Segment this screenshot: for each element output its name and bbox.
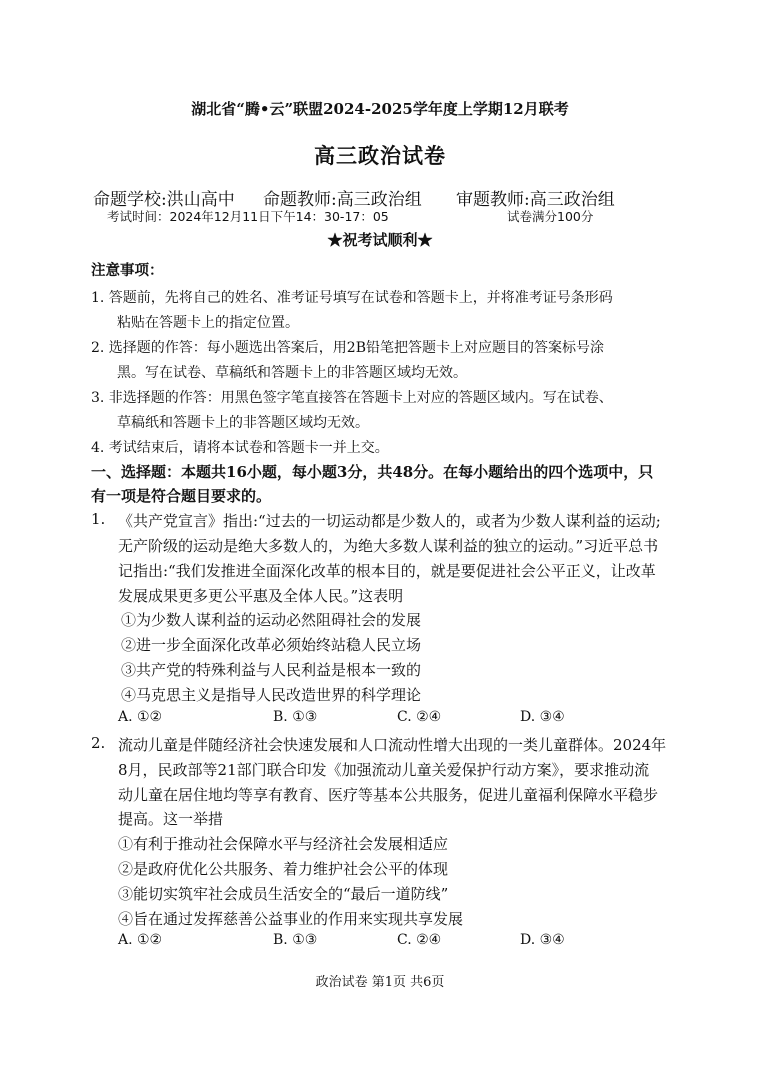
question-option: ②是政府优化公共服务、着力维护社会公平的体现 — [118, 860, 449, 878]
choice-b: B. ①③ — [273, 709, 318, 725]
good-luck-banner: ★祝考试顺利★ — [327, 231, 433, 249]
page-footer: 政治试卷 第1页 共6页 — [315, 975, 445, 990]
proposer-teacher: 命题教师:高三政治组 — [263, 190, 422, 210]
question-stem-line: 记指出:“我们发推进全面深化改革的根本目的，就是要促进社会公平正义，让改革 — [118, 562, 656, 580]
proposer-school: 命题学校:洪山高中 — [93, 190, 235, 210]
question-stem-line: 《共产党宣言》指出:“过去的一切运动都是少数人的，或者为少数人谋利益的运动; — [118, 512, 661, 530]
notice-item: 3. 非选择题的作答：用黑色签字笔直接答在答题卡上对应的答题区域内。写在试卷、 — [91, 390, 613, 406]
reviewer-teacher: 审题教师:高三政治组 — [456, 190, 615, 210]
exam-time: 考试时间：2024年12月11日下午14：30-17：05 — [107, 209, 389, 224]
choice-a: A. ①② — [118, 709, 163, 725]
section-heading-cont: 有一项是符合题目要求的。 — [91, 487, 272, 505]
choice-b: B. ①③ — [273, 932, 318, 948]
question-option: ③共产党的特殊利益与人民利益是根本一致的 — [121, 661, 422, 679]
section-heading: 一、选择题：本题共16小题，每小题3分，共48分。在每小题给出的四个选项中，只 — [91, 463, 654, 481]
question-option: ①有利于推动社会保障水平与经济社会发展相适应 — [118, 835, 449, 853]
question-stem-line: 动儿童在居住地均等享有教育、医疗等基本公共服务，促进儿童福利保障水平稳步 — [118, 786, 659, 804]
choice-c: C. ②④ — [397, 932, 442, 948]
choice-a: A. ①② — [118, 932, 163, 948]
question-number: 1. — [91, 510, 106, 528]
question-option: ②进一步全面深化改革必须始终站稳人民立场 — [121, 636, 422, 654]
choice-c: C. ②④ — [397, 709, 442, 725]
question-option: ④旨在通过发挥慈善公益事业的作用来实现共享发展 — [118, 910, 464, 928]
question-stem-line: 发展成果更多更公平惠及全体人民。”这表明 — [118, 587, 404, 605]
exam-title: 湖北省“腾•云”联盟2024-2025学年度上学期12月联考 — [191, 100, 569, 118]
notice-heading: 注意事项： — [91, 262, 164, 279]
choice-d: D. ③④ — [520, 709, 565, 725]
exam-subtitle: 高三政治试卷 — [314, 143, 446, 168]
question-stem-line: 提高。这一举措 — [118, 810, 224, 828]
notice-item: 2. 选择题的作答：每小题选出答案后，用2B铅笔把答题卡上对应题目的答案标号涂 — [91, 340, 605, 356]
question-stem-line: 8月，民政部等21部门联合印发《加强流动儿童关爱保护行动方案》，要求推动流 — [118, 761, 650, 779]
notice-item: 粘贴在答题卡上的指定位置。 — [117, 315, 299, 331]
question-stem-line: 无产阶级的运动是绝大多数人的，为绝大多数人谋利益的独立的运动。”习近平总书 — [118, 537, 659, 555]
notice-item: 1. 答题前，先将自己的姓名、准考证号填写在试卷和答题卡上，并将准考证号条形码 — [91, 290, 613, 306]
question-option: ④马克思主义是指导人民改造世界的科学理论 — [121, 686, 422, 704]
notice-item: 黑。写在试卷、草稿纸和答题卡上的非答题区域均无效。 — [117, 365, 467, 381]
question-number: 2. — [91, 734, 106, 752]
question-option: ③能切实筑牢社会成员生活安全的“最后一道防线” — [118, 885, 449, 903]
full-score: 试卷满分100分 — [507, 209, 594, 224]
question-option: ①为少数人谋利益的运动必然阻碍社会的发展 — [121, 611, 422, 629]
question-stem-line: 流动儿童是伴随经济社会快速发展和人口流动性增大出现的一类儿童群体。2024年 — [118, 736, 667, 754]
notice-item: 草稿纸和答题卡上的非答题区域均无效。 — [117, 415, 369, 431]
choice-d: D. ③④ — [520, 932, 565, 948]
notice-item: 4. 考试结束后，请将本试卷和答题卡一并上交。 — [91, 440, 389, 456]
exam-time-row — [107, 207, 594, 225]
